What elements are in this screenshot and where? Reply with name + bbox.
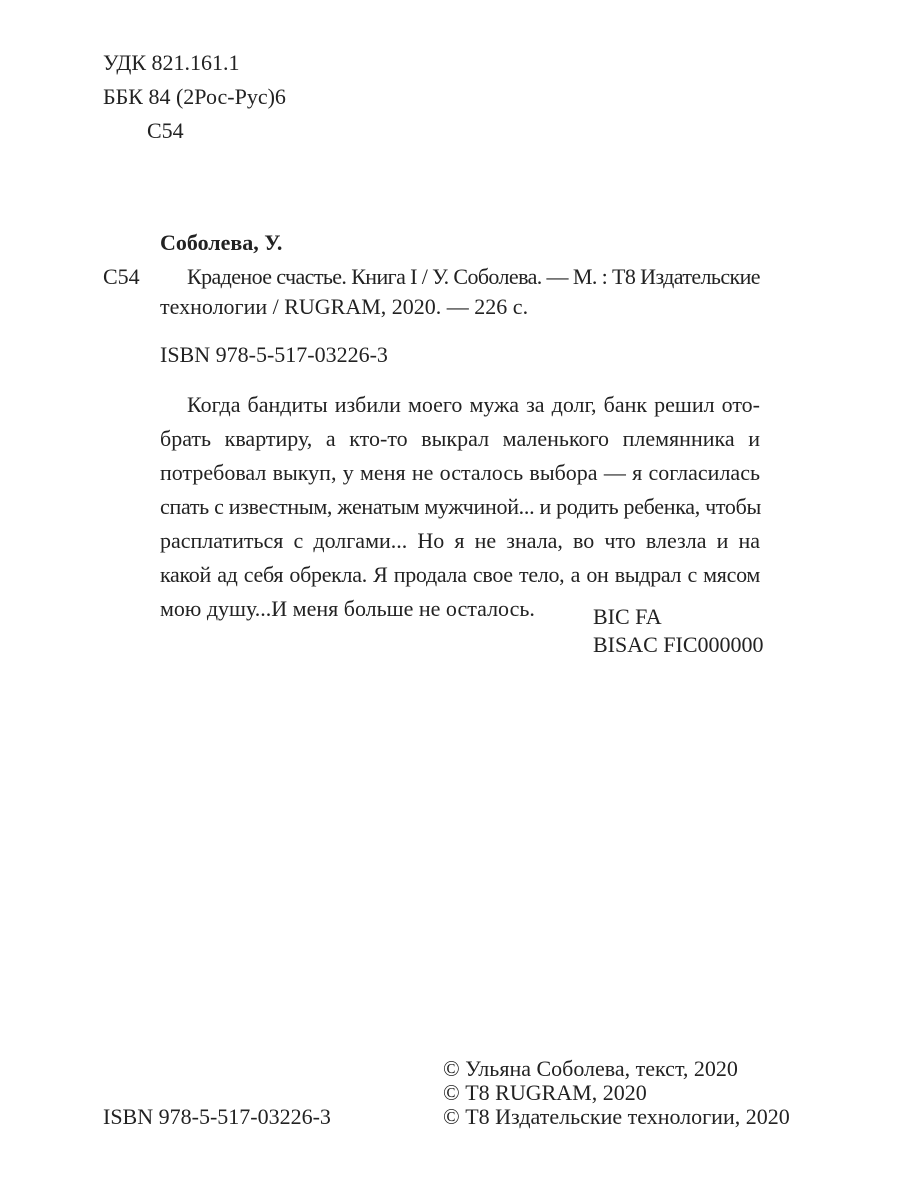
bic-code: BIC FA	[593, 604, 662, 629]
udk-code: УДК 821.161.1	[103, 50, 240, 75]
annotation-line: мою душу...И меня больше не осталось.	[160, 596, 535, 621]
bib-line-1: Крадeное счастье. Книга I / У. Соболева. — М. : Т8 Издательские	[187, 264, 760, 289]
author-mark-bib: С54	[103, 264, 140, 289]
author-mark: С54	[147, 118, 184, 143]
annotation-line: Когда бандиты избили моего мужа за долг, банк решил ото-	[187, 392, 760, 417]
copyright-line: © Т8 Издательские технологии, 2020	[443, 1104, 790, 1129]
annotation-line: расплатиться с долгами... Но я не знала, во что влезла и на	[160, 528, 760, 553]
annotation-line: спать с известным, женатым мужчиной... и родить ребенка, чтобы	[160, 494, 762, 519]
footer-isbn: ISBN 978-5-517-03226-3	[103, 1104, 331, 1129]
bib-line-2: технологии / RUGRAM, 2020. — 226 с.	[160, 294, 529, 319]
bbk-code: ББК 84 (2Рос-Рус)6	[103, 84, 286, 109]
annotation-line: потребовал выкуп, у меня не осталось выбора — я согласилась	[160, 460, 760, 485]
annotation-line: брать квартиру, а кто-то выкрал маленького племянника и	[160, 426, 760, 451]
annotation-line: какой ад себя обрекла. Я продала свое тело, а он выдрал с мясом	[160, 562, 760, 587]
bisac-code: BISAC FIC000000	[593, 632, 764, 657]
isbn: ISBN 978-5-517-03226-3	[160, 342, 388, 367]
copyright-line: © Ульяна Соболева, текст, 2020	[443, 1056, 738, 1081]
copyright-line: © Т8 RUGRAM, 2020	[443, 1080, 647, 1105]
author-name: Соболева, У.	[160, 230, 283, 255]
